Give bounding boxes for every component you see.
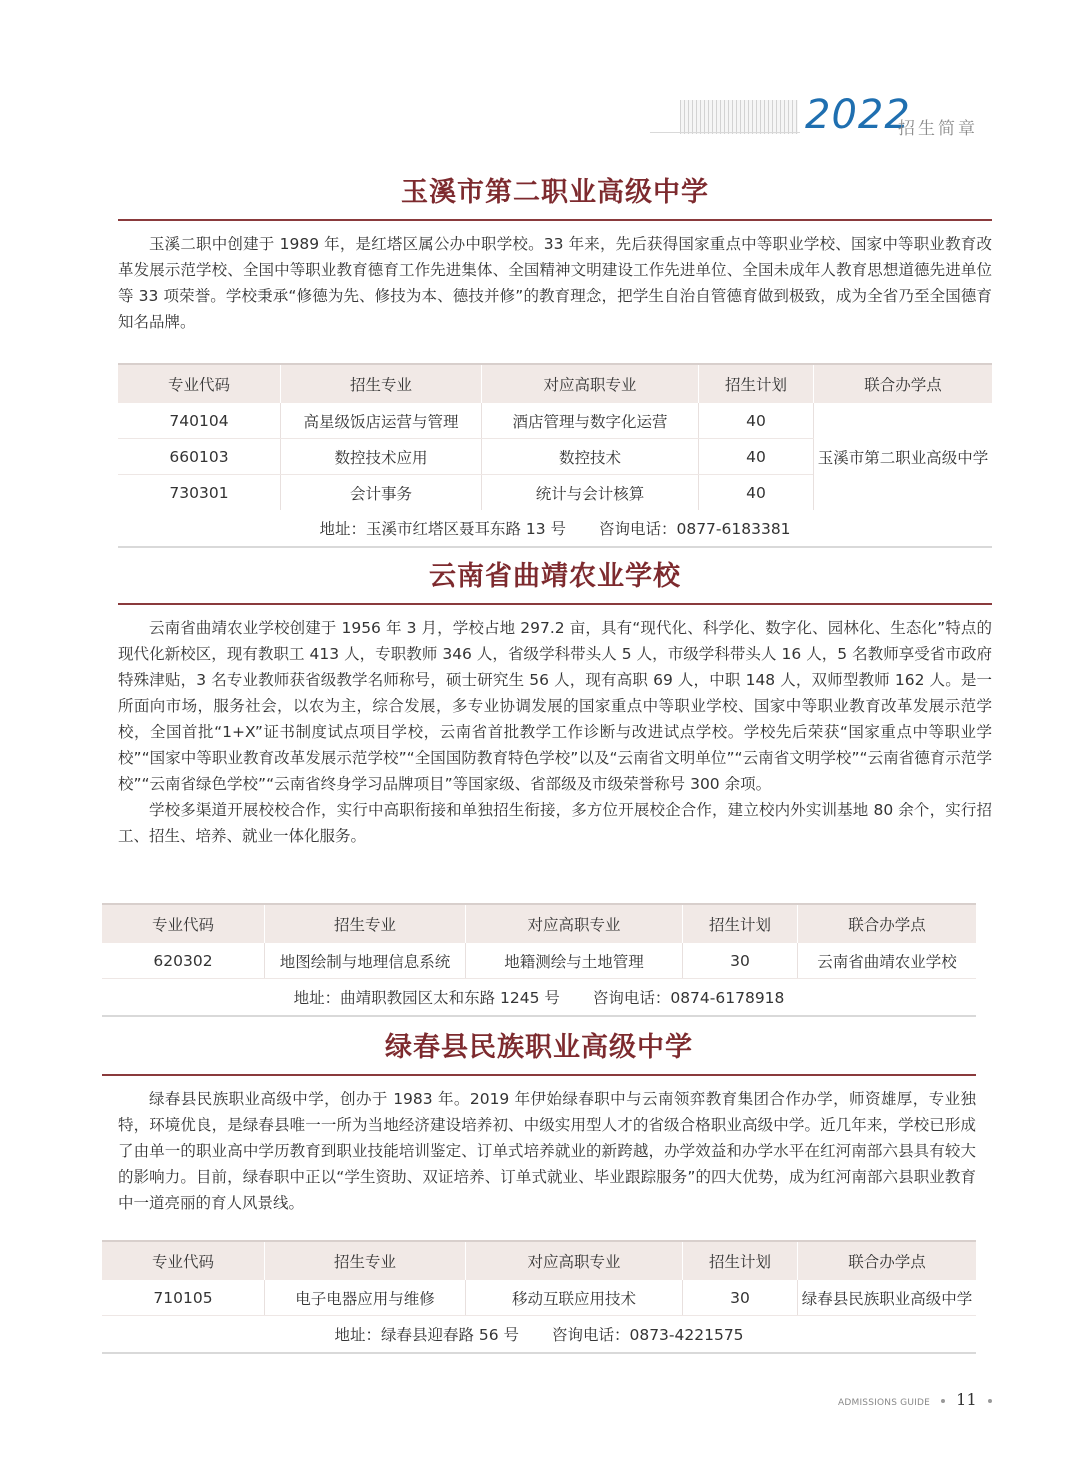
section-divider <box>102 1074 976 1076</box>
col-major: 招生专业 <box>265 904 466 943</box>
page-number: 11 <box>956 1390 977 1409</box>
majors-table <box>118 363 992 548</box>
higher-major: 移动互联应用技术 <box>466 1280 683 1316</box>
school-phone: 咨询电话：0874-6178918 <box>592 989 785 1007</box>
school-intro <box>118 615 992 849</box>
section-divider <box>118 603 992 605</box>
major-code: 710105 <box>102 1280 265 1316</box>
enrollment-plan: 40 <box>699 403 814 439</box>
col-higher-major: 对应高职专业 <box>466 1241 683 1280</box>
table-row <box>118 403 992 439</box>
intro-paragraph: 云南省曲靖农业学校创建于 1956 年 3 月，学校占地 297.2 亩，具有“现代化、科学化、数字化、园林化、生态化”特点的现代化新校区，现有教职工 413 人，专职教师 346 人，省级学科带头人 5 人，市级学科带头人 16 人，5 名教师享受省市政府特殊津贴，3 名专业教师获省级教学名师称号，硕士研究生 56 人，现有高职 69 人，中职 148 人，双师型教师 162 人。是一所面向市场，服务社会，以农为主，综合发展，多专业协调发展的国家重点中等职业学校、国家中等职业教育改革发展示范学校，全国首批“1+X”证书制度试点项目学校，云南省首批教学工作诊断与改进试点学校。学校先后荣获“国家重点中等职业学校”“国家中等职业教育改革发展示范学校”“全国国防教育特色学校”以及“云南省文明单位”“云南省文明学校”“云南省德育示范学校”“云南省绿色学校”“云南省终身学习品牌项目”等国家级、省部级及市级荣誉称号 300 余项。 <box>118 619 992 793</box>
higher-major: 酒店管理与数字化运营 <box>482 403 699 439</box>
school-phone: 咨询电话：0873-4221575 <box>551 1326 744 1344</box>
majors-table-qujing-wrap <box>102 903 976 1017</box>
contact-row <box>102 979 976 1017</box>
guide-label: ADMISSIONS GUIDE <box>838 1398 931 1408</box>
enrollment-plan: 40 <box>699 475 814 511</box>
school-address: 地址：曲靖职教园区太和东路 1245 号 <box>293 989 560 1007</box>
enrollment-plan: 40 <box>699 439 814 475</box>
section-divider <box>118 219 992 221</box>
school-section-lvchun <box>102 1028 976 1354</box>
major-name: 电子电器应用与维修 <box>265 1280 466 1316</box>
header-year: 2022 <box>805 92 911 138</box>
bullet-dot-icon <box>941 1399 945 1403</box>
major-name: 地图绘制与地理信息系统 <box>265 943 466 979</box>
higher-major: 统计与会计核算 <box>482 475 699 511</box>
table-header-row <box>102 904 976 943</box>
table-row <box>102 1280 976 1316</box>
col-code: 专业代码 <box>102 1241 265 1280</box>
col-higher-major: 对应高职专业 <box>482 364 699 403</box>
col-partner: 联合办学点 <box>798 904 977 943</box>
col-plan: 招生计划 <box>699 364 814 403</box>
major-code: 620302 <box>102 943 265 979</box>
majors-table <box>102 903 976 1017</box>
col-plan: 招生计划 <box>683 904 798 943</box>
table-row <box>102 943 976 979</box>
table-header-row <box>118 364 992 403</box>
intro-paragraph: 绿春县民族职业高级中学，创办于 1983 年。2019 年伊始绿春职中与云南领弈教育集团合作办学，师资雄厚，专业独特，环境优良，是绿春县唯一一所为当地经济建设培养初、中级实用型人才的省级合格职业高级中学。近几年来，学校已形成了由单一的职业高中学历教育到职业技能培训鉴定、订单式培养就业的新跨越，办学效益和办学水平在红河南部六县具有较大的影响力。目前，绿春职中正以“学生资助、双证培养、订单式就业、毕业跟踪服务”的四大优势，成为红河南部六县职业教育中一道亮丽的育人风景线。 <box>118 1090 976 1212</box>
major-code: 740104 <box>118 403 281 439</box>
majors-table <box>102 1240 976 1354</box>
bullet-dot-icon <box>988 1399 992 1403</box>
header-subtitle: 招生简章 <box>898 119 978 139</box>
partner-school: 绿春县民族职业高级中学 <box>798 1280 977 1316</box>
major-code: 730301 <box>169 483 229 502</box>
major-name: 数控技术应用 <box>281 439 482 475</box>
col-higher-major: 对应高职专业 <box>466 904 683 943</box>
school-address: 地址：玉溪市红塔区聂耳东路 13 号 <box>319 520 567 538</box>
col-major: 招生专业 <box>265 1241 466 1280</box>
school-address: 地址：绿春县迎春路 56 号 <box>334 1326 520 1344</box>
school-phone: 咨询电话：0877-6183381 <box>598 520 791 538</box>
table-header-row <box>102 1241 976 1280</box>
major-name: 高星级饭店运营与管理 <box>281 403 482 439</box>
col-code: 专业代码 <box>102 904 265 943</box>
school-section-yuxi <box>118 173 992 548</box>
partner-school: 云南省曲靖农业学校 <box>798 943 977 979</box>
major-code: 660103 <box>118 439 281 475</box>
intro-paragraph: 玉溪二职中创建于 1989 年，是红塔区属公办中职学校。33 年来，先后获得国家重点中等职业学校、国家中等职业教育改革发展示范学校、全国中等职业教育德育工作先进集体、全国精神文明建设工作先进单位、全国未成年人教育思想道德先进单位等 33 项荣誉。学校秉承“修德为先、修技为本、德技并修”的教育理念，把学生自治自管德育做到极致，成为全省乃至全国德育知名品牌。 <box>118 235 992 331</box>
page-footer <box>838 1390 1000 1409</box>
col-partner: 联合办学点 <box>798 1241 977 1280</box>
school-section-qujing <box>118 557 992 849</box>
header-rule <box>650 132 800 133</box>
intro-paragraph: 学校多渠道开展校校合作，实行中高职衔接和单独招生衔接，多方位开展校企合作，建立校内外实训基地 80 余个，实行招工、招生、培养、就业一体化服务。 <box>118 801 992 845</box>
page-header <box>650 92 990 140</box>
enrollment-plan: 30 <box>683 1280 798 1316</box>
enrollment-plan: 30 <box>683 943 798 979</box>
col-code: 专业代码 <box>118 364 281 403</box>
higher-major: 地籍测绘与土地管理 <box>466 943 683 979</box>
col-plan: 招生计划 <box>683 1241 798 1280</box>
section-title: 绿春县民族职业高级中学 <box>385 1032 693 1063</box>
school-intro <box>118 231 992 335</box>
col-major: 招生专业 <box>281 364 482 403</box>
contact-row <box>102 1316 976 1354</box>
building-illustration <box>680 100 798 134</box>
higher-major: 数控技术 <box>482 439 699 475</box>
school-intro <box>118 1086 976 1216</box>
contact-row <box>118 510 992 547</box>
col-partner: 联合办学点 <box>814 364 993 403</box>
partner-school: 玉溪市第二职业高级中学 <box>814 403 993 510</box>
section-title: 云南省曲靖农业学校 <box>429 561 681 592</box>
major-name: 会计事务 <box>281 475 482 511</box>
section-title: 玉溪市第二职业高级中学 <box>401 177 709 208</box>
